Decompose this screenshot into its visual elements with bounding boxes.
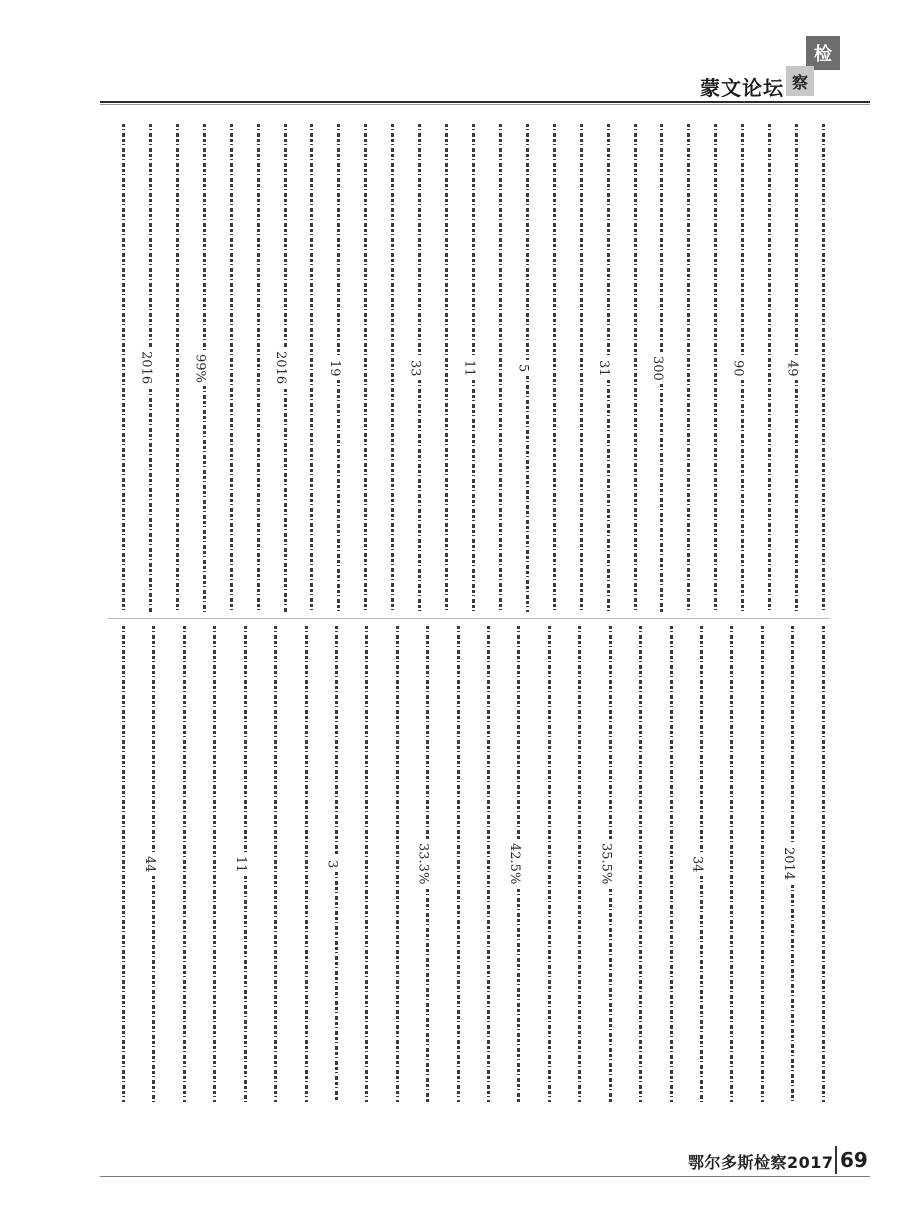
inline-number: 33.3% (415, 843, 431, 885)
text-line (747, 626, 769, 1102)
script-stroke (337, 380, 340, 612)
text-line (808, 626, 830, 1102)
script-stroke (660, 384, 663, 612)
script-stroke (149, 124, 152, 347)
script-stroke (687, 124, 690, 612)
script-stroke (396, 626, 399, 1102)
text-line (754, 124, 776, 612)
script-stroke (365, 626, 368, 1102)
script-stroke (768, 124, 771, 612)
script-stroke (517, 889, 520, 1102)
inline-number: 42.5% (506, 843, 522, 885)
script-stroke (609, 889, 612, 1102)
text-line (458, 124, 480, 612)
footer-divider (835, 1146, 837, 1174)
script-stroke (335, 626, 338, 856)
text-line (700, 124, 722, 612)
script-stroke (391, 124, 394, 612)
script-stroke (730, 626, 733, 1102)
script-stroke (526, 376, 529, 612)
script-stroke (822, 124, 825, 612)
script-stroke (526, 124, 529, 360)
text-line (291, 626, 313, 1102)
text-line (503, 626, 525, 1102)
text-line (412, 626, 434, 1102)
text-line (539, 124, 561, 612)
text-line (199, 626, 221, 1102)
script-stroke (335, 872, 338, 1102)
script-stroke (244, 876, 247, 1102)
text-line (620, 124, 642, 612)
script-stroke (426, 626, 429, 839)
inline-number: 31 (596, 359, 612, 377)
inline-number: 44 (141, 855, 157, 873)
inline-number: 33 (407, 359, 423, 377)
inline-number: 2016 (273, 351, 289, 385)
script-stroke (274, 626, 277, 1102)
script-stroke (305, 626, 308, 1102)
script-stroke (284, 124, 287, 347)
script-stroke (337, 124, 340, 356)
text-line (351, 626, 373, 1102)
inline-number: 49 (784, 359, 800, 377)
script-stroke (203, 124, 206, 350)
inline-number: 35.5% (598, 843, 614, 885)
text-line (777, 626, 799, 1102)
text-line (230, 626, 252, 1102)
inline-number: 300 (649, 355, 665, 381)
text-line (260, 626, 282, 1102)
script-stroke (548, 626, 551, 1102)
text-line (686, 626, 708, 1102)
script-stroke (795, 124, 798, 356)
text-line (781, 124, 803, 612)
script-stroke (580, 124, 583, 612)
inline-number: 5 (515, 363, 531, 373)
text-line (323, 124, 345, 612)
script-stroke (176, 124, 179, 612)
script-stroke (183, 626, 186, 1102)
script-stroke (122, 124, 125, 612)
text-line (169, 626, 191, 1102)
text-line (296, 124, 318, 612)
text-line (382, 626, 404, 1102)
text-line (431, 124, 453, 612)
inline-number: 2014 (780, 847, 796, 881)
script-stroke (472, 124, 475, 356)
text-line (593, 124, 615, 612)
text-line (270, 124, 292, 612)
script-stroke (634, 124, 637, 612)
script-stroke (795, 380, 798, 612)
text-line (443, 626, 465, 1102)
column-divider (108, 618, 830, 619)
text-line (646, 124, 668, 612)
script-stroke (364, 124, 367, 612)
text-line (808, 124, 830, 612)
script-stroke (639, 626, 642, 1102)
script-stroke (714, 124, 717, 612)
script-stroke (230, 124, 233, 612)
script-stroke (517, 626, 520, 839)
page-number: 69 (840, 1148, 868, 1172)
footer-rule (100, 1176, 870, 1177)
text-line (108, 124, 130, 612)
text-line (716, 626, 738, 1102)
inline-number: 3 (324, 859, 340, 869)
script-stroke (213, 626, 216, 1102)
text-line (321, 626, 343, 1102)
script-stroke (257, 124, 260, 612)
script-stroke (152, 626, 155, 852)
section-title: 蒙文论坛 (700, 76, 784, 100)
inline-number: 11 (233, 855, 249, 873)
text-line (377, 124, 399, 612)
script-stroke (487, 626, 490, 1102)
script-stroke (445, 124, 448, 612)
script-stroke (149, 389, 152, 612)
script-stroke (457, 626, 460, 1102)
text-line (625, 626, 647, 1102)
script-stroke (472, 380, 475, 612)
script-stroke (310, 124, 313, 612)
script-stroke (741, 380, 744, 612)
text-line (216, 124, 238, 612)
text-line (350, 124, 372, 612)
script-stroke (741, 124, 744, 356)
text-line (189, 124, 211, 612)
script-stroke (791, 885, 794, 1102)
script-stroke (426, 889, 429, 1102)
text-line (534, 626, 556, 1102)
text-line (595, 626, 617, 1102)
text-line (162, 124, 184, 612)
script-stroke (284, 389, 287, 612)
text-line (564, 626, 586, 1102)
text-line (404, 124, 426, 612)
inline-number: 19 (326, 359, 342, 377)
script-stroke (761, 626, 764, 1102)
script-stroke (499, 124, 502, 612)
text-line (108, 626, 130, 1102)
header-rule (100, 101, 870, 103)
inline-number: 34 (689, 855, 705, 873)
text-line (566, 124, 588, 612)
script-stroke (152, 876, 155, 1102)
logo-char-top: 检 (806, 36, 840, 70)
journal-name: 鄂尔多斯检察2017 (688, 1153, 834, 1172)
script-stroke (203, 386, 206, 612)
script-stroke (122, 626, 125, 1102)
script-stroke (607, 380, 610, 612)
logo-char-bottom: 察 (786, 66, 814, 96)
inline-number: 90 (730, 359, 746, 377)
text-line (138, 626, 160, 1102)
text-line (512, 124, 534, 612)
script-stroke (578, 626, 581, 1102)
script-stroke (700, 876, 703, 1102)
inline-number: 99% (192, 353, 208, 383)
inline-number: 2016 (138, 351, 154, 385)
script-stroke (822, 626, 825, 1102)
article-text-lower (108, 626, 830, 1102)
inline-number: 11 (461, 359, 477, 377)
script-stroke (607, 124, 610, 356)
text-line (135, 124, 157, 612)
text-line (473, 626, 495, 1102)
text-line (656, 626, 678, 1102)
script-stroke (670, 626, 673, 1102)
script-stroke (660, 124, 663, 352)
script-stroke (418, 380, 421, 612)
script-stroke (791, 626, 794, 843)
text-line (243, 124, 265, 612)
script-stroke (700, 626, 703, 852)
article-text-upper (108, 124, 830, 612)
script-stroke (418, 124, 421, 356)
script-stroke (244, 626, 247, 852)
header-rule-thin (100, 104, 870, 105)
text-line (727, 124, 749, 612)
text-line (485, 124, 507, 612)
text-line (673, 124, 695, 612)
script-stroke (553, 124, 556, 612)
script-stroke (609, 626, 612, 839)
